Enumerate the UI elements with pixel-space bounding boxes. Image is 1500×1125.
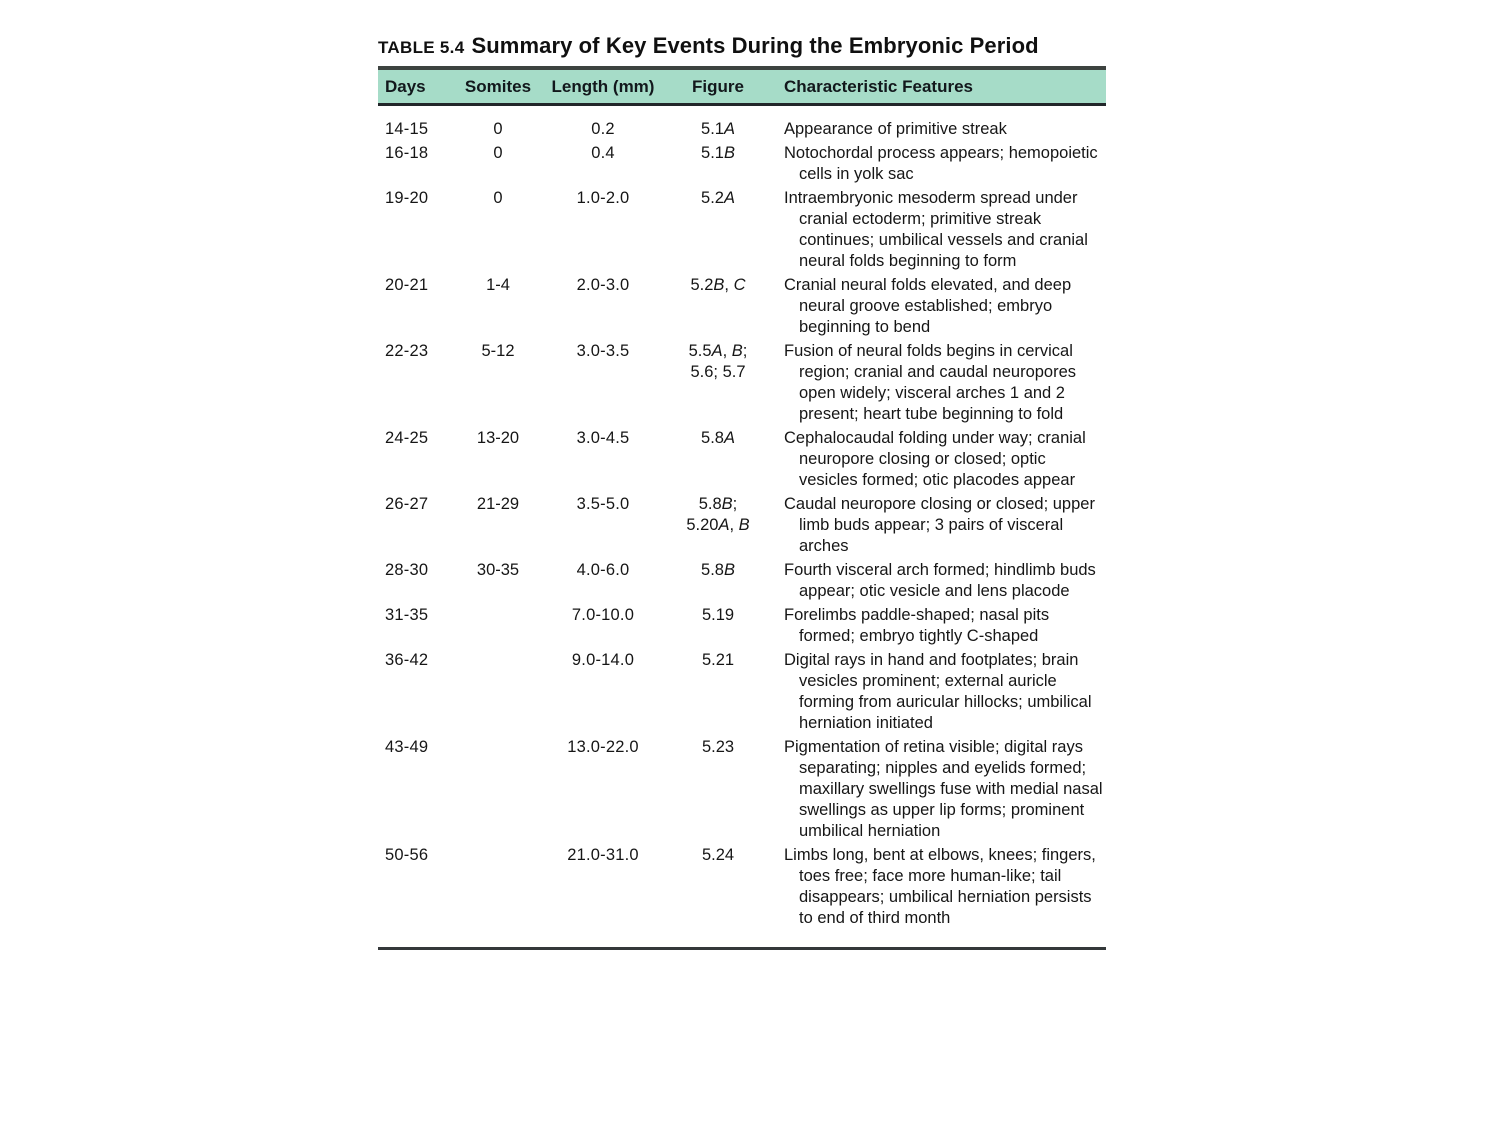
cell-figure: 5.5A, B; 5.6; 5.7 <box>688 342 748 381</box>
cell-days: 22-23 <box>385 342 429 360</box>
cell-figure: 5.24 <box>701 846 735 864</box>
table-row <box>378 494 1106 557</box>
cell-days: 50-56 <box>385 846 429 864</box>
cell-days: 36-42 <box>385 651 429 669</box>
cell-features: Pigmentation of retina visible; digital rays separating; nipples and eyelids formed; maxillary swellings fuse with medial nasal swellings as upper lip forms; prominent umbilical herniation <box>784 738 1103 840</box>
cell-days: 26-27 <box>385 495 429 513</box>
table-row <box>378 341 1106 425</box>
cell-days: 31-35 <box>385 606 429 624</box>
cell-days: 24-25 <box>385 429 429 447</box>
cell-length: 2.0-3.0 <box>576 276 630 294</box>
cell-features: Forelimbs paddle-shaped; nasal pits formed; embryo tightly C-shaped <box>784 606 1050 645</box>
cell-somites: 5-12 <box>481 342 515 360</box>
cell-days: 43-49 <box>385 738 429 756</box>
cell-length: 0.4 <box>591 144 615 162</box>
cell-length: 4.0-6.0 <box>576 561 630 579</box>
cell-somites: 0 <box>493 120 503 138</box>
cell-days: 19-20 <box>385 189 429 207</box>
cell-figure: 5.2B, C <box>690 276 746 294</box>
cell-figure: 5.1A <box>701 120 735 138</box>
cell-features: Caudal neuropore closing or closed; upper limb buds appear; 3 pairs of visceral arches <box>784 495 1095 555</box>
cell-figure: 5.8B; 5.20A, B <box>686 495 750 534</box>
cell-somites: 13-20 <box>476 429 520 447</box>
table-header-row <box>378 66 1106 106</box>
table-body <box>378 106 1106 950</box>
cell-features: Appearance of primitive streak <box>784 120 1007 138</box>
cell-features: Cranial neural folds elevated, and deep neural groove established; embryo beginning to bend <box>784 276 1072 336</box>
cell-somites: 0 <box>493 144 503 162</box>
cell-length: 7.0-10.0 <box>571 606 635 624</box>
cell-figure: 5.8A <box>701 429 735 447</box>
column-header-somites: Somites <box>464 76 532 96</box>
table-row <box>378 143 1106 185</box>
table-number-label: TABLE 5.4 <box>378 38 465 57</box>
table-row <box>378 845 1106 929</box>
cell-length: 1.0-2.0 <box>576 189 630 207</box>
cell-somites: 0 <box>493 189 503 207</box>
cell-figure: 5.8B <box>701 561 735 579</box>
column-header-figure: Figure <box>692 76 744 96</box>
cell-features: Digital rays in hand and footplates; brain vesicles prominent; external auricle forming from auricular hillocks; umbilical herniation initiated <box>784 651 1092 732</box>
cell-somites: 1-4 <box>486 276 510 294</box>
cell-features: Intraembryonic mesoderm spread under cranial ectoderm; primitive streak continues; umbilical vessels and cranial neural folds beginning to form <box>784 189 1088 270</box>
cell-length: 3.5-5.0 <box>576 495 630 513</box>
cell-length: 9.0-14.0 <box>571 651 635 669</box>
cell-length: 0.2 <box>591 120 615 138</box>
cell-somites: 30-35 <box>476 561 520 579</box>
cell-features: Limbs long, bent at elbows, knees; fingers, toes free; face more human-like; tail disappears; umbilical herniation persists to end of third month <box>784 846 1096 927</box>
cell-days: 28-30 <box>385 561 429 579</box>
cell-features: Notochordal process appears; hemopoietic cells in yolk sac <box>784 144 1098 183</box>
table-row <box>378 428 1106 491</box>
cell-length: 3.0-4.5 <box>576 429 630 447</box>
column-header-characteristic-features: Characteristic Features <box>784 76 973 96</box>
cell-days: 14-15 <box>385 120 429 138</box>
cell-length: 13.0-22.0 <box>567 738 639 756</box>
table-title: Summary of Key Events During the Embryonic Period <box>471 33 1039 58</box>
cell-features: Fourth visceral arch formed; hindlimb buds appear; otic vesicle and lens placode <box>784 561 1096 600</box>
cell-days: 20-21 <box>385 276 429 294</box>
table-row <box>378 560 1106 602</box>
cell-days: 16-18 <box>385 144 429 162</box>
column-header-days: Days <box>385 76 426 96</box>
table-row <box>378 605 1106 647</box>
cell-figure: 5.23 <box>701 738 735 756</box>
cell-somites: 21-29 <box>476 495 520 513</box>
table-5-4 <box>378 33 1106 950</box>
table-caption <box>378 33 1106 59</box>
cell-features: Cephalocaudal folding under way; cranial neuropore closing or closed; optic vesicles formed; otic placodes appear <box>784 429 1086 489</box>
cell-features: Fusion of neural folds begins in cervical region; cranial and caudal neuropores open widely; visceral arches 1 and 2 present; heart tube beginning to fold <box>784 342 1077 423</box>
cell-figure: 5.19 <box>701 606 735 624</box>
cell-length: 21.0-31.0 <box>567 846 639 864</box>
table-row <box>378 119 1106 140</box>
table-row <box>378 188 1106 272</box>
table-row <box>378 275 1106 338</box>
cell-figure: 5.2A <box>701 189 735 207</box>
cell-figure: 5.21 <box>701 651 735 669</box>
table-row <box>378 737 1106 842</box>
table-row <box>378 650 1106 734</box>
cell-figure: 5.1B <box>701 144 735 162</box>
column-header-length: Length (mm) <box>551 76 655 96</box>
cell-length: 3.0-3.5 <box>576 342 630 360</box>
